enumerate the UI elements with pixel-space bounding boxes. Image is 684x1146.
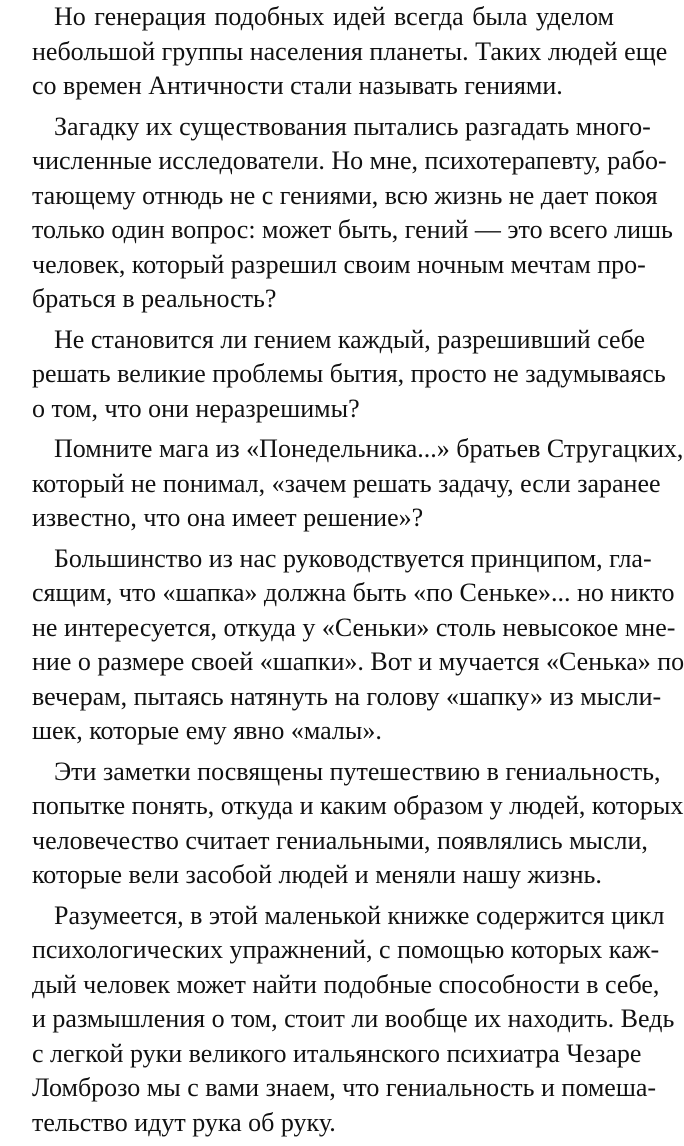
text-line: о том, что они неразрешимы?	[32, 393, 360, 423]
text-line: небольшой группы населения планеты. Таких людей еще	[32, 36, 668, 66]
book-page	[8, 0, 684, 1146]
paragraph-6	[8, 755, 684, 893]
paragraph-7	[8, 899, 675, 1141]
text-line: человек, который разрешил своим ночным мечтам про-	[32, 249, 646, 279]
paragraph-4	[8, 432, 684, 536]
text-line: решать великие проблемы бытия, просто не задумываясь	[32, 359, 666, 388]
text-line: тельство идут рука об руку.	[32, 1107, 336, 1137]
text-line: с легкой руки великого итальянского психиатра Чезаре	[32, 1038, 642, 1068]
text-line: которые вели засобой людей и меняли нашу жизнь.	[32, 860, 602, 889]
text-line: человечество считает гениальными, появлялись мысли,	[32, 825, 648, 855]
text-line: ние о размере своей «шапки». Вот и мучается «Сенька» по	[32, 647, 684, 676]
text-line: вечерам, пытаясь натянуть на голову «шапку» из мысли-	[32, 681, 662, 711]
text-line: только один вопрос: может быть, гений — это всего лишь	[32, 215, 673, 244]
text-line: со времен Античности стали называть гениями.	[32, 71, 563, 100]
paragraph-5	[8, 542, 684, 749]
text-line: шек, которые ему явно «малы».	[32, 716, 382, 745]
text-line: сящим, что «шапка» должна быть «по Сеньке»... но никто	[32, 578, 675, 607]
text-line: Ломброзо мы с вами знаем, что гениальность и помеша-	[32, 1073, 657, 1102]
text-line: Не становится ли гением каждый, разрешивший себе	[54, 324, 646, 354]
text-line: дый человек может найти подобные способности в себе,	[32, 969, 660, 999]
text-line: известно, что она имеет решение»?	[32, 503, 424, 532]
text-line: который не понимал, «зачем решать задачу, если заранее	[32, 468, 661, 498]
text-line: численные исследователи. Но мне, психотерапевту, рабо-	[32, 146, 667, 175]
paragraph-2	[8, 110, 673, 317]
text-line: попытке понять, откуда и каким образом у людей, которых	[32, 791, 684, 820]
text-line: Эти заметки посвящены путешествию в гениальность,	[54, 756, 661, 786]
text-line: и размышления о том, стоит ли вообще их находить. Ведь	[32, 1004, 675, 1033]
text-line: Но генерация подобных идей всегда была уделом	[54, 2, 614, 31]
text-line: психологических упражнений, с помощью которых каж-	[32, 935, 660, 964]
text-line: браться в реальность?	[32, 284, 277, 313]
text-line: не интересуется, откуда у «Сеньки» столь невысокое мне-	[32, 612, 676, 642]
paragraph-1	[8, 0, 668, 104]
text-line: Большинство из нас руководствуется принципом, гла-	[54, 543, 652, 573]
text-line: Загадку их существования пытались разгадать много-	[54, 111, 651, 141]
text-line: тающему отнюдь не с гениями, всю жизнь не дает покоя	[32, 180, 658, 210]
text-line: Разумеется, в этой маленькой книжке содержится цикл	[54, 900, 665, 930]
text-line: Помните мага из «Понедельника...» братьев Стругацких,	[54, 434, 684, 463]
paragraph-3	[8, 323, 666, 427]
